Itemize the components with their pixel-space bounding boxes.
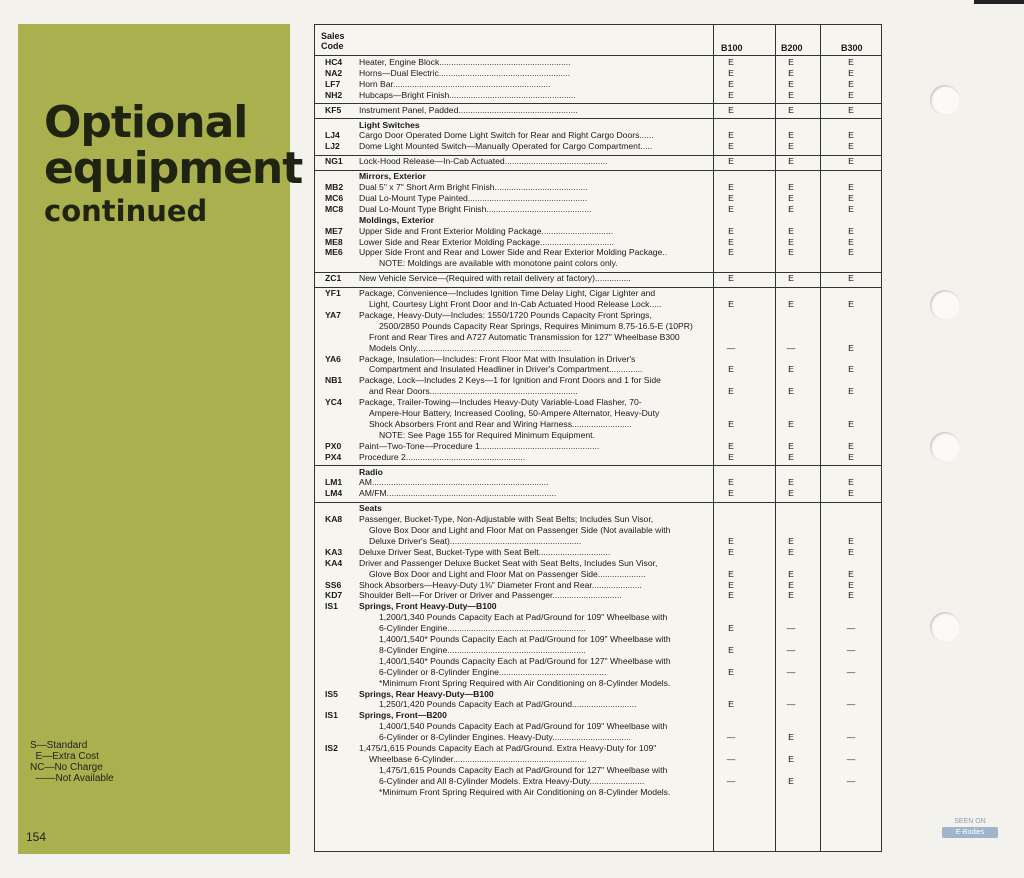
availability-b100: E <box>728 418 734 429</box>
option-description: Upper Side and Front Exterior Molding Package.............................. <box>359 226 614 236</box>
row-divider <box>315 272 881 273</box>
option-description: 1,200/1,340 Pounds Capacity Each at Pad/Ground for 109" Wheelbase with <box>379 613 668 623</box>
availability-b200: E <box>788 418 794 429</box>
sales-code: IS1 <box>325 710 338 721</box>
row-divider <box>315 502 881 503</box>
option-description: AM/FM....................................................................... <box>359 489 557 499</box>
page-number: 154 <box>26 830 47 844</box>
option-description: Dual Lo-Mount Type Bright Finish............................................ <box>359 204 592 214</box>
header-code-line: Code <box>321 41 344 51</box>
availability-b200: E <box>788 299 794 309</box>
availability-b300: E <box>848 546 854 557</box>
watermark-line: SEEN ON <box>954 818 986 825</box>
availability-b100: — <box>726 342 736 353</box>
availability-b200: E <box>788 590 794 601</box>
availability-b100: E <box>728 699 734 710</box>
availability-b200: E <box>788 488 794 499</box>
option-description: Passenger, Bucket-Type, Non-Adjustable with Seat Belts; Includes Sun Visor, <box>359 515 654 525</box>
availability-b100: E <box>728 644 734 655</box>
legend-item: S—Standard <box>30 740 88 751</box>
sales-code: KF5 <box>325 104 342 115</box>
availability-b300: E <box>848 535 854 546</box>
sales-code: PX0 <box>325 440 342 451</box>
option-description: Upper Side Front and Rear and Lower Side and Rear Exterior Molding Package.. <box>359 248 668 258</box>
availability-b100: E <box>728 440 734 451</box>
option-description: Lock-Hood Release—In-Cab Actuated........................................... <box>359 157 608 167</box>
availability-b100: E <box>728 192 734 203</box>
availability-b300: — <box>846 753 856 764</box>
sales-code: MB2 <box>325 182 344 192</box>
option-description: Shoulder Belt—For Driver or Driver and Passenger............................. <box>359 591 622 601</box>
row-divider <box>315 155 881 156</box>
option-description: Shock Absorbers—Heavy-Duty 1⅜" Diameter Front and Rear..................... <box>359 580 642 590</box>
availability-b100: E <box>728 78 734 89</box>
option-description: Cargo Door Operated Dome Light Switch for Rear and Right Cargo Doors...... <box>359 131 654 141</box>
option-description: Springs, Front—B200 <box>359 711 447 721</box>
availability-b300: E <box>848 225 854 236</box>
sales-code: ME7 <box>325 225 343 236</box>
sales-code: KA8 <box>325 514 343 525</box>
option-description: Glove Box Door and Light and Floor Mat on Passenger Side.................... <box>369 569 646 579</box>
availability-b300: E <box>848 89 854 100</box>
sales-code: KD7 <box>325 590 343 601</box>
availability-b200: E <box>788 732 794 743</box>
option-description: Dual Lo-Mount Type Painted.................................................. <box>359 193 588 203</box>
sales-code: LM4 <box>325 488 343 499</box>
binder-hole <box>930 612 960 642</box>
availability-b200: E <box>788 775 794 786</box>
availability-b100: E <box>728 141 734 152</box>
sales-code: NG1 <box>325 156 343 167</box>
option-description: Radio <box>359 467 383 477</box>
column-divider <box>775 25 776 851</box>
option-description: 8-Cylinder Engine.......................................................... <box>379 645 586 655</box>
legend-item: NC—No Charge <box>30 762 103 773</box>
option-description: and Rear Doors.............................................................. <box>369 387 578 397</box>
header-divider <box>315 55 881 56</box>
binder-hole <box>930 85 960 115</box>
availability-b100: E <box>728 203 734 214</box>
availability-b100: E <box>728 451 734 462</box>
availability-b300: E <box>848 130 854 141</box>
availability-b100: E <box>728 488 734 499</box>
sales-code: NA2 <box>325 67 343 78</box>
availability-b300: E <box>848 203 854 214</box>
option-description: NOTE: See Page 155 for Required Minimum Equipment. <box>379 430 595 440</box>
availability-b300: E <box>848 182 854 192</box>
sales-code: YF1 <box>325 288 341 299</box>
option-description: 6-Cylinder Engine.......................................................... <box>379 624 586 634</box>
option-description: 6-Cylinder or 8-Cylinder Engine............................................. <box>379 667 607 677</box>
option-description: Hubcaps—Bright Finish..................................................... <box>359 90 576 100</box>
availability-b300: E <box>848 590 854 601</box>
option-description: Deluxe Driver Seat, Bucket-Type with Seat Belt.............................. <box>359 547 611 557</box>
availability-b200: E <box>788 236 794 247</box>
availability-b200: E <box>788 141 794 152</box>
availability-b300: E <box>848 568 854 579</box>
availability-b100: E <box>728 299 734 309</box>
option-description: Paint—Two-Tone—Procedure 1.................................................. <box>359 441 600 451</box>
availability-b300: E <box>848 418 854 429</box>
sales-code: YA6 <box>325 353 341 364</box>
sales-code: LJ4 <box>325 130 340 141</box>
sales-code: MC8 <box>325 203 344 214</box>
availability-b100: E <box>728 236 734 247</box>
availability-b200: E <box>788 182 794 192</box>
availability-b200: E <box>788 546 794 557</box>
legend <box>30 740 114 784</box>
watermark <box>942 816 998 850</box>
corner-mark <box>974 0 1024 4</box>
availability-b200: E <box>788 451 794 462</box>
availability-b200: E <box>788 440 794 451</box>
availability-b200: E <box>788 477 794 488</box>
availability-b200: E <box>788 386 794 397</box>
sales-code: MC6 <box>325 192 344 203</box>
option-description: Lower Side and Rear Exterior Molding Package............................... <box>359 237 615 247</box>
option-description: Dual 5" x 7" Short Arm Bright Finish....................................... <box>359 183 588 192</box>
option-description: 2500/2850 Pounds Capacity Rear Springs, Requires Minimum 8.75-16.5-E (10PR) <box>379 321 693 331</box>
availability-b300: E <box>848 78 854 89</box>
availability-b200: E <box>788 203 794 214</box>
sales-code: LF7 <box>325 78 341 89</box>
availability-b100: — <box>726 732 736 743</box>
availability-b100: E <box>728 364 734 375</box>
option-description: Horns—Dual Electric....................................................... <box>359 68 571 78</box>
title-line-1: Optional <box>44 97 248 148</box>
availability-b100: — <box>726 775 736 786</box>
sales-code: LJ2 <box>325 141 340 152</box>
option-description: 6-Cylinder and All 8-Cylinder Models. Extra Heavy-Duty....................... <box>379 776 645 786</box>
column-divider <box>820 25 821 851</box>
availability-b100: E <box>728 386 734 397</box>
availability-b100: E <box>728 67 734 78</box>
availability-b200: E <box>788 753 794 764</box>
availability-b100: E <box>728 666 734 677</box>
sales-code: ZC1 <box>325 273 342 284</box>
availability-b300: E <box>848 236 854 247</box>
availability-b200: E <box>788 57 794 67</box>
availability-b300: — <box>846 644 856 655</box>
availability-b300: — <box>846 699 856 710</box>
option-description: Package, Heavy-Duty—Includes: 1550/1720 Pounds Capacity Front Springs, <box>359 310 652 320</box>
availability-b300: — <box>846 666 856 677</box>
row-divider <box>315 287 881 288</box>
legend-item: ——Not Available <box>30 773 114 784</box>
option-description: Moldings, Exterior <box>359 215 434 225</box>
option-description: New Vehicle Service—(Required with retail delivery at factory)............... <box>359 274 631 284</box>
sales-code: NH2 <box>325 89 343 100</box>
option-description: Seats <box>359 504 382 514</box>
option-description: Light, Courtesy Light Front Door and In-Cab Actuated Hood Release Lock..... <box>369 300 662 309</box>
option-description: Mirrors, Exterior <box>359 172 426 182</box>
availability-b200: E <box>788 192 794 203</box>
availability-b300: E <box>848 57 854 67</box>
availability-b100: E <box>728 247 734 258</box>
availability-b100: E <box>728 104 734 115</box>
availability-b200: E <box>788 535 794 546</box>
availability-b300: — <box>846 732 856 743</box>
sales-code: PX4 <box>325 451 342 462</box>
availability-b200: — <box>786 644 796 655</box>
options-table <box>314 24 882 852</box>
availability-b200: E <box>788 579 794 590</box>
sales-code: IS1 <box>325 601 338 612</box>
option-description: Package, Lock—Includes 2 Keys—1 for Ignition and Front Doors and 1 for Side <box>359 376 661 386</box>
option-description: AM.......................................................................... <box>359 478 549 488</box>
availability-b100: E <box>728 623 734 634</box>
row-divider <box>315 103 881 104</box>
title-line-2: equipment <box>44 143 303 194</box>
option-description: 1,475/1,615 Pounds Capacity Each at Pad/Ground. Extra Heavy-Duty for 109" <box>359 744 657 753</box>
sales-code: KA4 <box>325 557 343 568</box>
sales-code: ME8 <box>325 236 343 247</box>
row-divider <box>315 118 881 119</box>
option-description: Heater, Engine Block....................................................... <box>359 58 571 67</box>
option-description: Springs, Front Heavy-Duty—B100 <box>359 602 497 612</box>
availability-b100: E <box>728 568 734 579</box>
option-description: Package, Convenience—Includes Ignition Time Delay Light, Cigar Lighter and <box>359 289 656 299</box>
sales-code: LM1 <box>325 477 343 488</box>
availability-b100: E <box>728 89 734 100</box>
availability-b300: E <box>848 104 854 115</box>
availability-b100: E <box>728 57 734 67</box>
sales-code: IS5 <box>325 688 338 699</box>
sales-code: HC4 <box>325 57 343 67</box>
availability-b300: E <box>848 451 854 462</box>
availability-b300: E <box>848 67 854 78</box>
option-description: Package, Insulation—Includes: Front Floor Mat with Insulation in Driver's <box>359 354 636 364</box>
sales-code: YC4 <box>325 397 342 408</box>
availability-b200: — <box>786 342 796 353</box>
availability-b100: E <box>728 590 734 601</box>
option-description: Horn Bar.................................................................. <box>359 79 551 89</box>
option-description: *Minimum Front Spring Required with Air Conditioning on 8-Cylinder Models. <box>379 787 671 797</box>
binder-hole <box>930 432 960 462</box>
availability-b300: — <box>846 775 856 786</box>
header-b100: B100 <box>721 43 743 53</box>
availability-b300: E <box>848 342 854 353</box>
option-description: 1,475/1,615 Pounds Capacity Each at Pad/Ground for 127" Wheelbase with <box>379 765 668 775</box>
availability-b200: E <box>788 364 794 375</box>
availability-b200: E <box>788 156 794 167</box>
option-description: Instrument Panel, Padded.................................................. <box>359 105 578 115</box>
option-description: Dome Light Mounted Switch—Manually Operated for Cargo Compartment..... <box>359 142 653 152</box>
availability-b300: E <box>848 364 854 375</box>
availability-b100: E <box>728 477 734 488</box>
option-description: *Minimum Front Spring Required with Air Conditioning on 8-Cylinder Models. <box>379 678 671 688</box>
page-title <box>44 97 303 228</box>
availability-b300: E <box>848 273 854 284</box>
option-description: 1,400/1,540* Pounds Capacity Each at Pad/Ground for 127" Wheelbase with <box>379 656 671 666</box>
option-description: NOTE: Moldings are available with monotone paint colors only. <box>379 259 618 269</box>
availability-b300: E <box>848 192 854 203</box>
availability-b200: E <box>788 67 794 78</box>
availability-b100: E <box>728 156 734 167</box>
watermark-logo: E-Bodies <box>942 827 998 838</box>
availability-b300: E <box>848 386 854 397</box>
availability-b100: E <box>728 130 734 141</box>
availability-b100: E <box>728 579 734 590</box>
option-description: Package, Trailer-Towing—Includes Heavy-Duty Variable-Load Flasher, 70- <box>359 398 642 408</box>
availability-b300: E <box>848 156 854 167</box>
availability-b100: — <box>726 753 736 764</box>
sales-code: YA7 <box>325 309 341 320</box>
availability-b300: E <box>848 579 854 590</box>
sales-code: NB1 <box>325 375 343 386</box>
header-code <box>321 31 345 51</box>
option-description: Deluxe Driver's Seat)....................................................... <box>369 536 582 546</box>
availability-b200: E <box>788 78 794 89</box>
legend-item: E—Extra Cost <box>30 751 99 762</box>
option-description: Springs, Rear Heavy-Duty—B100 <box>359 689 494 699</box>
availability-b300: — <box>846 623 856 634</box>
option-description: 1,250/1,420 Pounds Capacity Each at Pad/Ground........................... <box>379 700 637 710</box>
column-divider <box>713 25 714 851</box>
availability-b100: E <box>728 182 734 192</box>
option-description: Compartment and Insulated Headliner in Driver's Compartment.............. <box>369 365 643 375</box>
option-description: 1,400/1,540 Pounds Capacity Each at Pad/Ground for 109" Wheelbase with <box>379 722 668 732</box>
availability-b300: E <box>848 299 854 309</box>
availability-b200: E <box>788 247 794 258</box>
sales-code: ME6 <box>325 247 343 258</box>
availability-b200: E <box>788 273 794 284</box>
availability-b200: E <box>788 568 794 579</box>
option-description: Front and Rear Tires and A727 Automatic Transmission for 127" Wheelbase B300 <box>369 332 680 342</box>
header-code-line: Sales <box>321 31 345 41</box>
sales-code: IS2 <box>325 743 338 753</box>
availability-b200: E <box>788 104 794 115</box>
option-description: Shock Absorbers Front and Rear and Wiring Harness......................... <box>369 419 632 429</box>
availability-b200: E <box>788 89 794 100</box>
sales-code: SS6 <box>325 579 342 590</box>
availability-b300: E <box>848 141 854 152</box>
availability-b300: E <box>848 488 854 499</box>
sales-code: KA3 <box>325 546 343 557</box>
availability-b300: E <box>848 247 854 258</box>
availability-b200: E <box>788 130 794 141</box>
option-description: 6-Cylinder or 8-Cylinder Engines. Heavy-Duty................................. <box>379 733 632 743</box>
option-description: Wheelbase 6-Cylinder........................................................ <box>369 754 587 764</box>
header-b200: B200 <box>781 43 803 53</box>
header-b300: B300 <box>841 43 863 53</box>
availability-b100: E <box>728 273 734 284</box>
availability-b200: — <box>786 623 796 634</box>
row-divider <box>315 170 881 171</box>
binder-hole <box>930 290 960 320</box>
option-description: Driver and Passenger Deluxe Bucket Seat with Seat Belts, Includes Sun Visor, <box>359 558 658 568</box>
availability-b200: — <box>786 699 796 710</box>
row-divider <box>315 465 881 466</box>
option-description: Procedure 2.................................................. <box>359 452 526 462</box>
option-description: 1,400/1,540* Pounds Capacity Each at Pad/Ground for 109" Wheelbase with <box>379 635 671 644</box>
availability-b300: E <box>848 477 854 488</box>
availability-b100: E <box>728 225 734 236</box>
availability-b100: E <box>728 535 734 546</box>
availability-b200: — <box>786 666 796 677</box>
availability-b100: E <box>728 546 734 557</box>
option-description: Light Switches <box>359 120 420 130</box>
availability-b200: E <box>788 225 794 236</box>
title-line-3: continued <box>44 194 208 228</box>
option-description: Glove Box Door and Light and Floor Mat on Passenger Side (Not available with <box>369 526 671 535</box>
option-description: Ampere-Hour Battery, Increased Cooling, 50-Ampere Alternator, Heavy-Duty <box>369 409 660 418</box>
availability-b300: E <box>848 440 854 451</box>
option-description: Models Only................................................................. <box>369 343 572 353</box>
